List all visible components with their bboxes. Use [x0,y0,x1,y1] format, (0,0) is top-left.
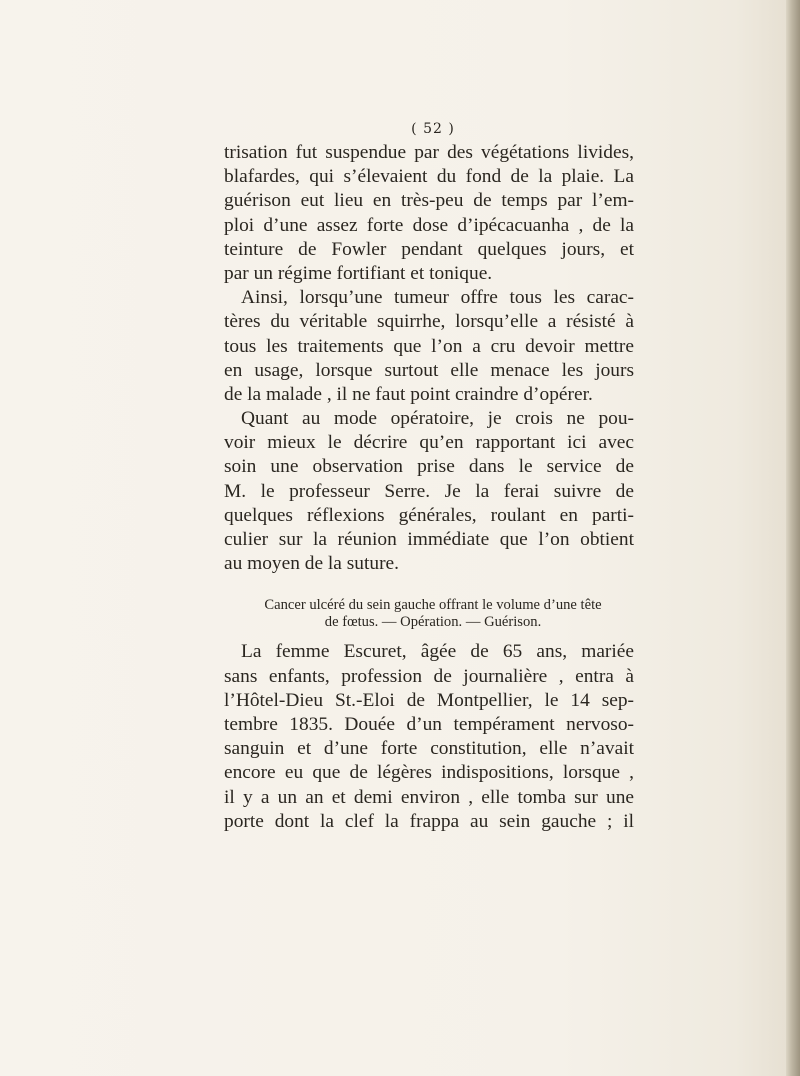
text-line: encore eu que de légères indispositions, lorsque , [224,762,634,784]
paragraph-4 [224,640,634,834]
page-number: ( 52 ) [411,121,455,137]
text-line: de la malade , il ne faut point craindre d’opérer. [224,383,593,405]
text-line: voir mieux le décrire qu’en rapportant ici avec [224,432,634,454]
text-line: sans enfants, profession de journalière , entra à [224,665,634,687]
text-line: en usage, lorsque surtout elle menace les jours [224,359,634,381]
text-line: M. le professeur Serre. Je la ferai suivre de [224,480,634,502]
text-line: sanguin et d’une forte constitution, elle n’avait [224,738,634,760]
text-line: ploi d’une assez forte dose d’ipécacuanha , de la [224,214,634,236]
text-line: trisation fut suspendue par des végétations livides, [224,142,634,163]
text-line: culier sur la réunion immédiate que l’on obtient [224,529,634,550]
text-line: tous les traitements que l’on a cru devoir mettre [224,335,634,357]
text-line: tembre 1835. Douée d’un tempérament nervoso- [224,713,634,735]
paragraph-2 [224,286,634,407]
section-heading-line-1: Cancer ulcéré du sein gauche offrant le volume d’une tête [264,597,602,614]
text-line: blafardes, qui s’élevaient du fond de la plaie. La [224,166,634,188]
paragraph-1 [224,141,634,286]
text-line: quelques réflexions générales, roulant en parti- [224,504,634,526]
section-heading-line-2: de fœtus. — Opération. — Guérison. [324,614,542,631]
text-line: Ainsi, lorsqu’une tumeur offre tous les carac- [241,287,634,309]
text-line: il y a un an et demi environ , elle tomba sur une [224,786,634,808]
page-edge [786,0,800,1076]
text-line: par un régime fortifiant et tonique. [224,262,493,284]
text-line: La femme Escuret, âgée de 65 ans, mariée [241,641,634,663]
text-line: tères du véritable squirrhe, lorsqu’elle a résisté à [224,311,634,333]
text-line: au moyen de la suture. [224,553,399,575]
text-line: guérison eut lieu en très-peu de temps par l’em- [224,190,634,212]
text-line: soin une observation prise dans le service de [224,456,634,478]
heading-spacer [224,631,634,640]
text-line: l’Hôtel-Dieu St.-Eloi de Montpellier, le 14 sep- [224,689,634,711]
page-text [224,119,634,834]
paragraph-3 [224,407,634,576]
text-line: teinture de Fowler pendant quelques jours, et [224,238,634,260]
text-line: Quant au mode opératoire, je crois ne pou- [241,408,634,430]
text-line: porte dont la clef la frappa au sein gauche ; il [224,810,634,832]
